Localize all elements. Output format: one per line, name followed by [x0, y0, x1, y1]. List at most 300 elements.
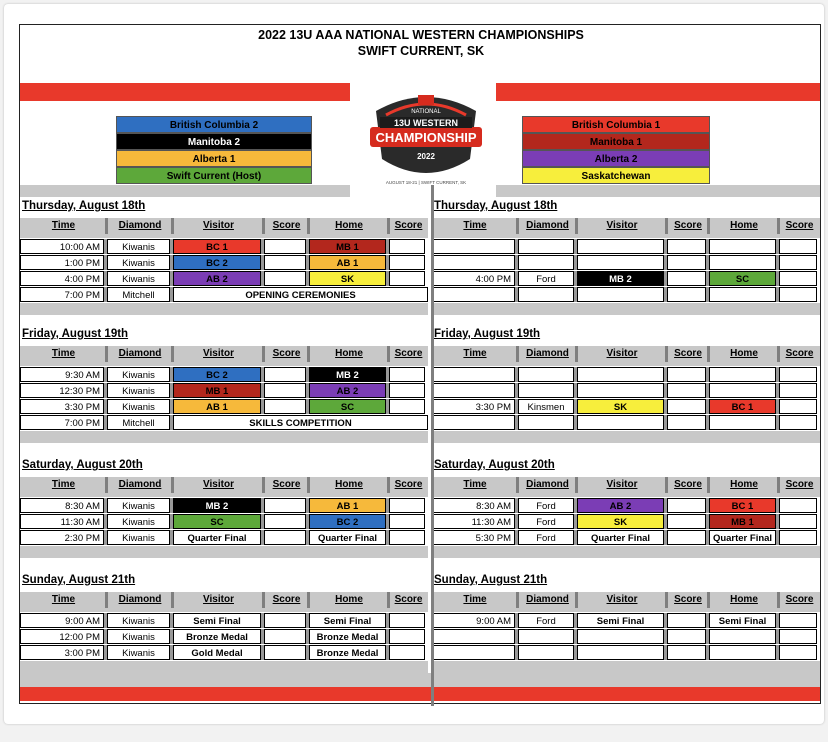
- visitor-cell: Gold Medal: [173, 645, 261, 660]
- column-separator: [664, 498, 667, 513]
- header-cell: Score: [264, 477, 309, 493]
- column-separator: [104, 514, 107, 529]
- score-cell: [779, 629, 817, 644]
- score-cell: [389, 514, 425, 529]
- header-cell: Home: [309, 346, 389, 362]
- score-cell: [389, 271, 425, 286]
- column-separator: [170, 287, 173, 302]
- column-separator: [262, 477, 265, 493]
- header-cell: Score: [667, 218, 709, 234]
- diamond-cell: Kiwanis: [107, 514, 170, 529]
- score-cell: [389, 255, 425, 270]
- header-cell: Visitor: [173, 477, 264, 493]
- column-separator: [386, 271, 389, 286]
- time-cell: 8:30 AM: [20, 498, 104, 513]
- grey-gap: [20, 493, 428, 497]
- column-separator: [386, 645, 389, 660]
- header-cell: Time: [432, 346, 518, 362]
- header-cell: Score: [667, 346, 709, 362]
- pool-team: Saskatchewan: [522, 167, 710, 184]
- column-separator: [664, 629, 667, 644]
- diamond-cell: Kiwanis: [107, 271, 170, 286]
- score-cell: [667, 383, 706, 398]
- home-cell: [709, 383, 776, 398]
- column-separator: [706, 399, 709, 414]
- column-separator: [574, 271, 577, 286]
- column-separator: [707, 218, 710, 234]
- column-separator: [776, 629, 779, 644]
- column-separator: [575, 346, 578, 362]
- column-separator: [307, 218, 310, 234]
- column-separator: [261, 613, 264, 628]
- time-cell: 12:30 PM: [20, 383, 104, 398]
- column-separator: [574, 415, 577, 430]
- home-cell: Bronze Medal: [309, 645, 386, 660]
- column-separator: [664, 530, 667, 545]
- column-separator: [574, 514, 577, 529]
- time-cell: 3:00 PM: [20, 645, 104, 660]
- diamond-cell: [518, 239, 574, 254]
- logo-graphic: [356, 89, 496, 189]
- column-separator: [170, 514, 173, 529]
- column-separator: [776, 645, 779, 660]
- column-separator: [170, 399, 173, 414]
- column-separator: [664, 399, 667, 414]
- score-cell: [779, 287, 817, 302]
- header-cell: Diamond: [518, 477, 577, 493]
- day-label: Sunday, August 21th: [434, 574, 548, 586]
- score-cell: [779, 415, 817, 430]
- header-cell: Score: [389, 218, 428, 234]
- day-label: Sunday, August 21th: [22, 574, 136, 586]
- home-cell: SC: [709, 271, 776, 286]
- column-separator: [261, 629, 264, 644]
- diamond-cell: [518, 255, 574, 270]
- column-separator: [575, 218, 578, 234]
- column-separator: [104, 383, 107, 398]
- home-cell: MB 2: [309, 367, 386, 382]
- diamond-cell: Kiwanis: [107, 530, 170, 545]
- header-cell: Diamond: [518, 346, 577, 362]
- header-cell: Score: [389, 477, 428, 493]
- header-cell: Visitor: [577, 346, 667, 362]
- time-cell: 11:30 AM: [432, 514, 515, 529]
- column-separator: [307, 346, 310, 362]
- column-separator: [306, 239, 309, 254]
- score-cell: [264, 530, 306, 545]
- diamond-cell: Ford: [518, 514, 574, 529]
- home-cell: Semi Final: [309, 613, 386, 628]
- column-separator: [706, 367, 709, 382]
- column-separator: [307, 477, 310, 493]
- logo-line-2: CHAMPIONSHIP: [375, 130, 477, 145]
- time-cell: 11:30 AM: [20, 514, 104, 529]
- visitor-cell: MB 2: [577, 271, 664, 286]
- score-cell: [264, 255, 306, 270]
- header-cell: Home: [709, 477, 779, 493]
- event-cell: OPENING CEREMONIES: [173, 287, 428, 302]
- column-separator: [515, 239, 518, 254]
- diamond-cell: Kiwanis: [107, 255, 170, 270]
- column-separator: [306, 367, 309, 382]
- time-cell: 1:00 PM: [20, 255, 104, 270]
- visitor-cell: AB 2: [173, 271, 261, 286]
- column-separator: [706, 613, 709, 628]
- column-separator: [777, 218, 780, 234]
- top-red-bar-right: [496, 83, 820, 101]
- column-separator: [104, 629, 107, 644]
- column-separator: [170, 271, 173, 286]
- header-cell: Diamond: [107, 477, 173, 493]
- column-separator: [574, 613, 577, 628]
- visitor-cell: Quarter Final: [577, 530, 664, 545]
- diamond-cell: Ford: [518, 530, 574, 545]
- column-separator: [776, 367, 779, 382]
- score-cell: [389, 645, 425, 660]
- column-separator: [386, 383, 389, 398]
- time-cell: 3:30 PM: [432, 399, 515, 414]
- home-cell: MB 1: [309, 239, 386, 254]
- column-separator: [777, 346, 780, 362]
- header-cell: Home: [709, 218, 779, 234]
- time-cell: 5:30 PM: [432, 530, 515, 545]
- diamond-cell: [518, 287, 574, 302]
- column-separator: [261, 239, 264, 254]
- diamond-cell: Kiwanis: [107, 498, 170, 513]
- column-separator: [515, 530, 518, 545]
- header-cell: Time: [432, 592, 518, 608]
- diamond-cell: [518, 367, 574, 382]
- column-separator: [387, 218, 390, 234]
- column-separator: [104, 271, 107, 286]
- diamond-cell: Kiwanis: [107, 383, 170, 398]
- score-cell: [264, 514, 306, 529]
- column-separator: [104, 287, 107, 302]
- column-separator: [776, 399, 779, 414]
- score-cell: [667, 415, 706, 430]
- grey-gap: [432, 493, 820, 497]
- header-cell: Visitor: [173, 346, 264, 362]
- score-cell: [667, 613, 706, 628]
- logo-date-text: AUGUST 18-21 | SWIFT CURRENT, SK: [385, 180, 467, 185]
- column-separator: [574, 239, 577, 254]
- column-separator: [574, 399, 577, 414]
- grey-bar: [20, 661, 428, 673]
- home-cell: [709, 367, 776, 382]
- header-cell: Home: [309, 218, 389, 234]
- column-separator: [386, 255, 389, 270]
- column-separator: [170, 645, 173, 660]
- column-separator: [261, 514, 264, 529]
- score-cell: [779, 239, 817, 254]
- time-cell: 9:00 AM: [20, 613, 104, 628]
- column-separator: [574, 530, 577, 545]
- column-separator: [261, 383, 264, 398]
- column-separator: [386, 498, 389, 513]
- time-cell: 4:00 PM: [20, 271, 104, 286]
- logo-year: 2022: [417, 152, 435, 161]
- column-separator: [515, 367, 518, 382]
- time-cell: 4:00 PM: [432, 271, 515, 286]
- score-cell: [667, 530, 706, 545]
- column-separator: [386, 239, 389, 254]
- column-separator: [261, 399, 264, 414]
- header-cell: Score: [779, 346, 820, 362]
- column-separator: [261, 367, 264, 382]
- home-cell: [709, 255, 776, 270]
- column-separator: [574, 645, 577, 660]
- column-separator: [664, 367, 667, 382]
- column-separator: [516, 477, 519, 493]
- grey-gap: [20, 362, 428, 366]
- column-separator: [664, 239, 667, 254]
- header-cell: Score: [779, 477, 820, 493]
- home-cell: SK: [309, 271, 386, 286]
- pool-team: British Columbia 1: [522, 116, 710, 133]
- column-separator: [386, 367, 389, 382]
- diamond-cell: [518, 415, 574, 430]
- column-separator: [575, 477, 578, 493]
- column-separator: [664, 383, 667, 398]
- column-separator: [170, 415, 173, 430]
- column-separator: [706, 530, 709, 545]
- column-separator: [706, 383, 709, 398]
- header-cell: Score: [264, 218, 309, 234]
- column-separator: [574, 255, 577, 270]
- column-separator: [171, 592, 174, 608]
- title-line-1: 2022 13U AAA NATIONAL WESTERN CHAMPIONSHIPS: [258, 28, 584, 42]
- column-separator: [171, 477, 174, 493]
- column-separator: [776, 271, 779, 286]
- visitor-cell: [577, 239, 664, 254]
- score-cell: [264, 498, 306, 513]
- score-cell: [389, 629, 425, 644]
- column-separator: [664, 255, 667, 270]
- diamond-cell: Mitchell: [107, 287, 170, 302]
- score-cell: [779, 613, 817, 628]
- visitor-cell: [577, 367, 664, 382]
- pool-team: Alberta 2: [522, 150, 710, 167]
- column-separator: [776, 239, 779, 254]
- column-separator: [386, 530, 389, 545]
- score-cell: [779, 383, 817, 398]
- column-separator: [104, 645, 107, 660]
- score-cell: [667, 498, 706, 513]
- column-separator: [104, 255, 107, 270]
- column-separator: [664, 415, 667, 430]
- time-cell: 8:30 AM: [432, 498, 515, 513]
- grey-bar-right: [496, 185, 820, 197]
- header-cell: Time: [20, 346, 107, 362]
- column-separator: [665, 346, 668, 362]
- day-label: Saturday, August 20th: [434, 459, 555, 471]
- score-cell: [264, 367, 306, 382]
- column-separator: [262, 592, 265, 608]
- column-separator: [105, 346, 108, 362]
- home-cell: AB 1: [309, 255, 386, 270]
- column-separator: [776, 498, 779, 513]
- pool-team: Swift Current (Host): [116, 167, 312, 184]
- header-cell: Visitor: [577, 592, 667, 608]
- column-separator: [105, 592, 108, 608]
- time-cell: 9:00 AM: [432, 613, 515, 628]
- column-separator: [776, 514, 779, 529]
- column-separator: [665, 592, 668, 608]
- header-cell: Score: [389, 592, 428, 608]
- column-separator: [261, 498, 264, 513]
- column-separator: [574, 383, 577, 398]
- visitor-cell: MB 1: [173, 383, 261, 398]
- diamond-cell: Kiwanis: [107, 367, 170, 382]
- column-separator: [105, 218, 108, 234]
- score-cell: [779, 255, 817, 270]
- visitor-cell: AB 1: [173, 399, 261, 414]
- column-separator: [105, 477, 108, 493]
- score-cell: [779, 399, 817, 414]
- time-cell: [432, 255, 515, 270]
- top-red-bar-left: [20, 83, 350, 101]
- home-cell: Quarter Final: [309, 530, 386, 545]
- score-cell: [264, 629, 306, 644]
- column-separator: [387, 592, 390, 608]
- grey-gap: [20, 608, 428, 612]
- header-cell: Score: [667, 592, 709, 608]
- column-separator: [261, 271, 264, 286]
- time-cell: 3:30 PM: [20, 399, 104, 414]
- column-separator: [706, 629, 709, 644]
- header-cell: Time: [432, 218, 518, 234]
- score-cell: [779, 271, 817, 286]
- column-separator: [776, 287, 779, 302]
- score-cell: [667, 367, 706, 382]
- score-cell: [779, 367, 817, 382]
- column-separator: [515, 613, 518, 628]
- title-line-2: SWIFT CURRENT, SK: [357, 44, 485, 58]
- time-cell: [432, 383, 515, 398]
- time-cell: [432, 415, 515, 430]
- column-separator: [261, 530, 264, 545]
- column-separator: [386, 514, 389, 529]
- header-cell: Home: [309, 592, 389, 608]
- page-title: [20, 27, 822, 59]
- column-separator: [664, 287, 667, 302]
- column-separator: [104, 399, 107, 414]
- visitor-cell: Bronze Medal: [173, 629, 261, 644]
- column-separator: [306, 383, 309, 398]
- column-separator: [707, 477, 710, 493]
- column-separator: [776, 383, 779, 398]
- column-separator: [515, 498, 518, 513]
- column-separator: [516, 218, 519, 234]
- event-cell: SKILLS COMPETITION: [173, 415, 428, 430]
- column-separator: [706, 255, 709, 270]
- column-separator: [515, 415, 518, 430]
- home-cell: BC 1: [709, 498, 776, 513]
- header-cell: Visitor: [577, 218, 667, 234]
- visitor-cell: [577, 255, 664, 270]
- diamond-cell: Mitchell: [107, 415, 170, 430]
- column-separator: [706, 287, 709, 302]
- visitor-cell: BC 2: [173, 367, 261, 382]
- column-separator: [104, 239, 107, 254]
- day-label: Saturday, August 20th: [22, 459, 143, 471]
- column-separator: [515, 629, 518, 644]
- score-cell: [667, 645, 706, 660]
- visitor-cell: SK: [577, 399, 664, 414]
- column-separator: [306, 498, 309, 513]
- column-separator: [170, 239, 173, 254]
- column-separator: [306, 399, 309, 414]
- score-cell: [779, 498, 817, 513]
- home-cell: [709, 645, 776, 660]
- bottom-grey-bar: [20, 673, 820, 687]
- column-separator: [574, 287, 577, 302]
- time-cell: [432, 367, 515, 382]
- time-cell: 9:30 AM: [20, 367, 104, 382]
- column-separator: [515, 255, 518, 270]
- visitor-cell: BC 2: [173, 255, 261, 270]
- time-cell: [432, 287, 515, 302]
- diamond-cell: Kiwanis: [107, 645, 170, 660]
- diamond-cell: [518, 383, 574, 398]
- diamond-cell: Kiwanis: [107, 613, 170, 628]
- score-cell: [667, 255, 706, 270]
- pool-team: Manitoba 2: [116, 133, 312, 150]
- column-separator: [170, 530, 173, 545]
- time-cell: 7:00 PM: [20, 287, 104, 302]
- score-cell: [264, 399, 306, 414]
- visitor-cell: [577, 629, 664, 644]
- day-label: Thursday, August 18th: [434, 200, 558, 212]
- column-separator: [170, 255, 173, 270]
- header-cell: Diamond: [107, 346, 173, 362]
- column-separator: [776, 255, 779, 270]
- column-separator: [306, 255, 309, 270]
- header-cell: Time: [20, 477, 107, 493]
- header-cell: Visitor: [173, 592, 264, 608]
- column-separator: [170, 613, 173, 628]
- column-separator: [574, 367, 577, 382]
- diamond-cell: Kinsmen: [518, 399, 574, 414]
- grey-bar: [432, 661, 820, 673]
- score-cell: [389, 613, 425, 628]
- grey-bar: [432, 431, 820, 443]
- column-separator: [386, 613, 389, 628]
- pool-team: British Columbia 2: [116, 116, 312, 133]
- column-separator: [575, 592, 578, 608]
- column-separator: [306, 530, 309, 545]
- column-separator: [515, 514, 518, 529]
- header-cell: Score: [264, 346, 309, 362]
- column-separator: [171, 346, 174, 362]
- score-cell: [667, 629, 706, 644]
- column-separator: [777, 592, 780, 608]
- column-separator: [516, 592, 519, 608]
- home-cell: Bronze Medal: [309, 629, 386, 644]
- column-separator: [515, 287, 518, 302]
- score-cell: [389, 530, 425, 545]
- score-cell: [264, 239, 306, 254]
- score-cell: [667, 287, 706, 302]
- column-separator: [776, 415, 779, 430]
- time-cell: 2:30 PM: [20, 530, 104, 545]
- grey-gap: [432, 608, 820, 612]
- column-separator: [706, 415, 709, 430]
- column-separator: [171, 218, 174, 234]
- grey-bar: [20, 546, 428, 558]
- day-label: Friday, August 19th: [434, 328, 541, 340]
- visitor-cell: [577, 383, 664, 398]
